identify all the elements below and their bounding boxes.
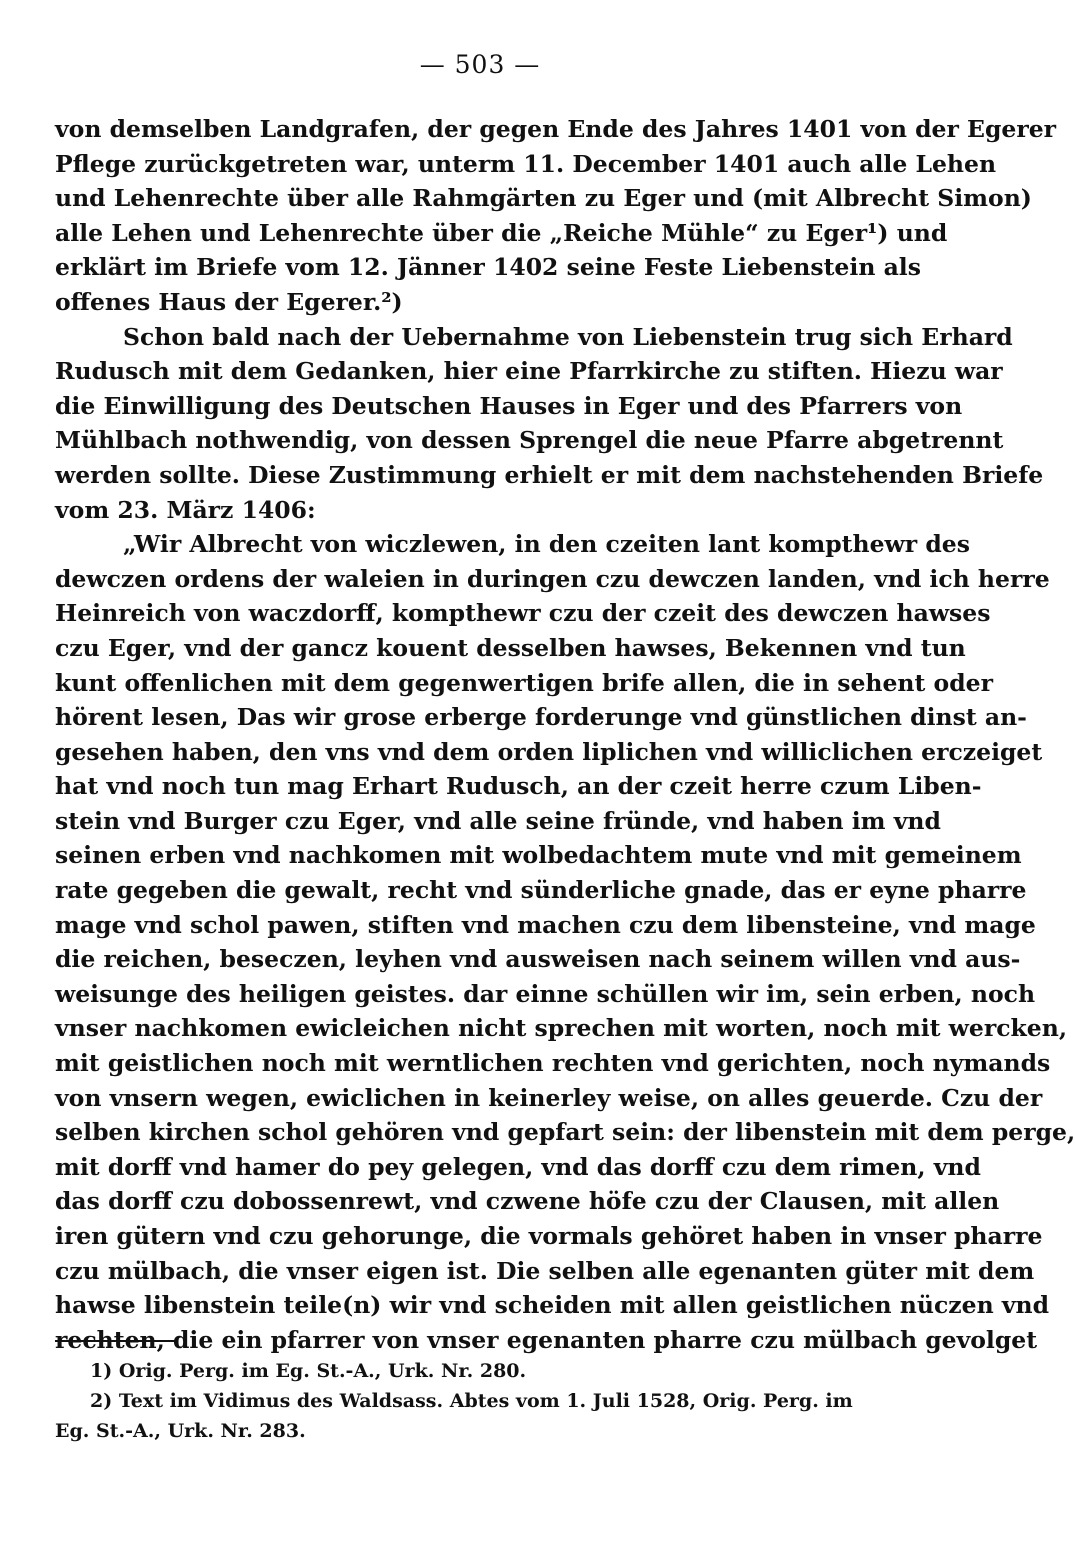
text-line: Rudusch mit dem Gedanken, hier eine Pfarrkirche zu stiften. Hiezu war	[55, 357, 1003, 386]
text-line: die Einwilligung des Deutschen Hauses in Eger und des Pfarrers von	[55, 391, 963, 420]
text-line: Schon bald nach der Uebernahme von Liebenstein trug sich Erhard	[123, 322, 1013, 351]
footnotes	[55, 1356, 905, 1446]
text-line: offenes Haus der Egerer.²)	[55, 287, 403, 316]
text-line: erklärt im Briefe vom 12. Jänner 1402 seine Feste Liebenstein als	[55, 253, 921, 282]
text-line: weisunge des heiligen geistes. dar einne schüllen wir im, sein erben, noch	[55, 979, 1036, 1008]
text-line: und Lehenrechte über alle Rahmgärten zu Eger und (mit Albrecht Simon)	[55, 184, 1032, 213]
text-line: die reichen, beseczen, leyhen vnd ausweisen nach seinem willen vnd aus-	[55, 945, 1021, 974]
text-line: vom 23. März 1406:	[55, 495, 316, 524]
body-text	[55, 112, 1075, 1357]
text-line: czu mülbach, die vnser eigen ist. Die selben alle egenanten güter mit dem	[55, 1256, 1035, 1285]
text-line: hat vnd noch tun mag Erhart Rudusch, an der czeit herre czum Liben-	[55, 772, 982, 801]
text-line: hawse libenstein teile(n) wir vnd scheiden mit allen geistlichen nüczen vnd	[55, 1291, 1050, 1320]
text-line: Mühlbach nothwendig, von dessen Sprengel die neue Pfarre abgetrennt	[55, 426, 1004, 455]
text-line: hörent lesen, Das wir grose erberge forderunge vnd günstlichen dinst an-	[55, 703, 1027, 732]
text-line: Heinreich von waczdorff, kompthewr czu der czeit des dewczen hawses	[55, 599, 991, 628]
text-line: von demselben Landgrafen, der gegen Ende des Jahres 1401 von der Egerer	[55, 115, 1057, 143]
text-line: kunt offenlichen mit dem gegenwertigen brife allen, die in sehent oder	[55, 668, 993, 697]
text-line: mit dorff vnd hamer do pey gelegen, vnd das dorff czu dem rimen, vnd	[55, 1152, 981, 1181]
text-line: iren gütern vnd czu gehorunge, die vormals gehöret haben in vnser pharre	[55, 1222, 1043, 1250]
text-line: „Wir Albrecht von wiczlewen, in den czeiten lant kompthewr des	[123, 530, 970, 559]
text-line: rechten, die ein pfarrer von vnser egenanten pharre czu mülbach gevolget	[55, 1325, 1038, 1354]
text-line: von vnsern wegen, ewiclichen in keinerley weise, on alles geuerde. Czu der	[55, 1083, 1043, 1112]
text-line: das dorff czu dobossenrewt, vnd czwene höfe czu der Clausen, mit allen	[55, 1187, 1000, 1216]
text-line: czu Eger, vnd der gancz kouent desselben hawses, Bekennen vnd tun	[55, 633, 966, 662]
footnote-2-continuation: Eg. St.-A., Urk. Nr. 283.	[55, 1420, 306, 1442]
text-line: werden sollte. Diese Zustimmung erhielt er mit dem nachstehenden Briefe	[55, 460, 1044, 489]
page-number: — 503 —	[419, 50, 541, 79]
text-line: selben kirchen schol gehören vnd gepfart sein: der libenstein mit dem perge,	[55, 1118, 1075, 1147]
text-line: mage vnd schol pawen, stiften vnd machen czu dem libensteine, vnd mage	[55, 910, 1036, 939]
text-line: seinen erben vnd nachkomen mit wolbedachtem mute vnd mit gemeinem	[55, 841, 1022, 870]
text-line: dewczen ordens der waleien in duringen czu dewczen landen, vnd ich herre	[55, 564, 1050, 593]
text-line: rate gegeben die gewalt, recht vnd sünderliche gnade, das er eyne pharre	[55, 876, 1027, 905]
text-line: Pflege zurückgetreten war, unterm 11. December 1401 auch alle Lehen	[55, 149, 997, 178]
text-line: gesehen haben, den vns vnd dem orden liplichen vnd williclichen erczeiget	[55, 737, 1043, 766]
text-line: stein vnd Burger czu Eger, vnd alle seine fründe, vnd haben im vnd	[55, 806, 941, 835]
footnote-1: 1) Orig. Perg. im Eg. St.-A., Urk. Nr. 280.	[90, 1360, 527, 1382]
footnote-divider	[55, 1340, 175, 1342]
text-line: alle Lehen und Lehenrechte über die „Reiche Mühle“ zu Eger¹) und	[55, 218, 948, 247]
footnote-2: 2) Text im Vidimus des Waldsass. Abtes vom 1. Juli 1528, Orig. Perg. im	[90, 1390, 853, 1412]
text-line: mit geistlichen noch mit werntlichen rechten vnd gerichten, noch nymands	[55, 1049, 1051, 1078]
text-line: vnser nachkomen ewicleichen nicht sprechen mit worten, noch mit wercken,	[55, 1014, 1068, 1043]
